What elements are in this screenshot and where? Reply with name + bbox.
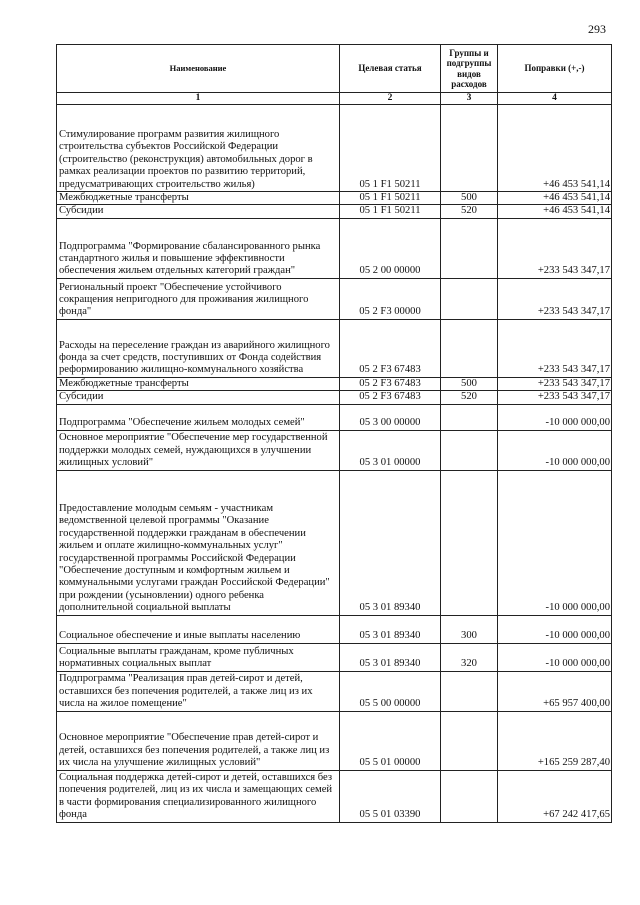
table-row bbox=[57, 278, 612, 319]
row-code: 05 1 F1 50211 bbox=[340, 192, 441, 205]
row-code: 05 1 F1 50211 bbox=[340, 105, 441, 192]
column-number: 1 bbox=[57, 93, 340, 105]
row-group: 520 bbox=[441, 391, 498, 404]
table-row bbox=[57, 643, 612, 671]
row-code: 05 2 F3 67483 bbox=[340, 319, 441, 377]
row-code: 05 3 01 89340 bbox=[340, 643, 441, 671]
row-amount: -10 000 000,00 bbox=[498, 430, 612, 470]
row-group bbox=[441, 430, 498, 470]
row-group: 520 bbox=[441, 205, 498, 218]
row-code: 05 2 F3 67483 bbox=[340, 377, 441, 390]
table-row bbox=[57, 377, 612, 390]
row-group bbox=[441, 278, 498, 319]
row-group bbox=[441, 404, 498, 430]
table-row bbox=[57, 192, 612, 205]
row-code: 05 5 00 00000 bbox=[340, 671, 441, 711]
row-code: 05 2 F3 00000 bbox=[340, 278, 441, 319]
row-amount: +46 453 541,14 bbox=[498, 192, 612, 205]
row-name: Межбюджетные трансферты bbox=[57, 192, 340, 205]
row-amount: +233 543 347,17 bbox=[498, 377, 612, 390]
row-code: 05 1 F1 50211 bbox=[340, 205, 441, 218]
row-group bbox=[441, 671, 498, 711]
header-row bbox=[57, 45, 612, 93]
row-name: Предоставление молодым семьям - участникам ведомственной целевой программы "Оказание государственной поддержки гражданам в обеспечении жильем и оплате жилищно-коммунальных услуг" государственной программы Российской Федерации "Обеспечение доступным и комфортным жильем и коммунальными услугами граждан Российской Федерации" при рождении (усыновлении) одного ребенка дополнительной социальной выплаты bbox=[57, 470, 340, 615]
row-amount: +233 543 347,17 bbox=[498, 218, 612, 278]
row-name: Подпрограмма "Реализация прав детей-сирот и детей, оставшихся без попечения родителей, а также лиц из их числа на жилое помещение" bbox=[57, 671, 340, 711]
row-group bbox=[441, 770, 498, 822]
row-name: Региональный проект "Обеспечение устойчивого сокращения непригодного для проживания жилищного фонда" bbox=[57, 278, 340, 319]
row-code: 05 2 F3 67483 bbox=[340, 391, 441, 404]
table-row bbox=[57, 404, 612, 430]
budget-table bbox=[56, 44, 612, 823]
column-number: 4 bbox=[498, 93, 612, 105]
row-group bbox=[441, 105, 498, 192]
row-amount: +46 453 541,14 bbox=[498, 105, 612, 192]
table-row bbox=[57, 671, 612, 711]
row-code: 05 5 01 03390 bbox=[340, 770, 441, 822]
table-row bbox=[57, 430, 612, 470]
row-code: 05 2 00 00000 bbox=[340, 218, 441, 278]
table-row bbox=[57, 205, 612, 218]
row-group bbox=[441, 711, 498, 770]
column-number: 2 bbox=[340, 93, 441, 105]
row-name: Социальное обеспечение и иные выплаты населению bbox=[57, 615, 340, 643]
table-row bbox=[57, 615, 612, 643]
table-row bbox=[57, 319, 612, 377]
table-row bbox=[57, 711, 612, 770]
row-name: Социальные выплаты гражданам, кроме публичных нормативных социальных выплат bbox=[57, 643, 340, 671]
row-amount: +233 543 347,17 bbox=[498, 391, 612, 404]
row-code: 05 3 00 00000 bbox=[340, 404, 441, 430]
row-amount: -10 000 000,00 bbox=[498, 404, 612, 430]
row-name: Стимулирование программ развития жилищного строительства субъектов Российской Федерации (строительство (реконструкция) автомобильных дорог в рамках реализации проектов по развитию территорий, предусматривающих строительство жилья) bbox=[57, 105, 340, 192]
row-amount: +67 242 417,65 bbox=[498, 770, 612, 822]
header-name: Наименование bbox=[57, 45, 340, 93]
table-row bbox=[57, 218, 612, 278]
row-group bbox=[441, 470, 498, 615]
table-row bbox=[57, 770, 612, 822]
row-name: Основное мероприятие "Обеспечение прав детей-сирот и детей, оставшихся без попечения родителей, а также лиц из их числа на улучшение жилищных условий" bbox=[57, 711, 340, 770]
row-name: Субсидии bbox=[57, 205, 340, 218]
row-name: Подпрограмма "Обеспечение жильем молодых семей" bbox=[57, 404, 340, 430]
header-amendment: Поправки (+,-) bbox=[498, 45, 612, 93]
row-name: Подпрограмма "Формирование сбалансированного рынка стандартного жилья и повышение эффективности обеспечения жильем отдельных категорий граждан" bbox=[57, 218, 340, 278]
row-code: 05 3 01 00000 bbox=[340, 430, 441, 470]
row-name: Расходы на переселение граждан из аварийного жилищного фонда за счет средств, поступивших от Фонда содействия реформированию жилищно-коммунального хозяйства bbox=[57, 319, 340, 377]
header-target: Целевая статья bbox=[340, 45, 441, 93]
row-group: 500 bbox=[441, 192, 498, 205]
row-amount: +65 957 400,00 bbox=[498, 671, 612, 711]
header-group: Группы и подгруппы видов расходов bbox=[441, 45, 498, 93]
table-row bbox=[57, 391, 612, 404]
table-row bbox=[57, 105, 612, 192]
row-amount: -10 000 000,00 bbox=[498, 643, 612, 671]
column-number: 3 bbox=[441, 93, 498, 105]
row-amount: +165 259 287,40 bbox=[498, 711, 612, 770]
row-amount: +233 543 347,17 bbox=[498, 319, 612, 377]
row-name: Межбюджетные трансферты bbox=[57, 377, 340, 390]
row-group: 300 bbox=[441, 615, 498, 643]
row-amount: -10 000 000,00 bbox=[498, 470, 612, 615]
row-group bbox=[441, 218, 498, 278]
row-code: 05 5 01 00000 bbox=[340, 711, 441, 770]
page-number: 293 bbox=[588, 22, 606, 36]
row-code: 05 3 01 89340 bbox=[340, 470, 441, 615]
row-name: Субсидии bbox=[57, 391, 340, 404]
row-group: 500 bbox=[441, 377, 498, 390]
table-row bbox=[57, 470, 612, 615]
row-name: Социальная поддержка детей-сирот и детей, оставшихся без попечения родителей, лиц из их числа и замещающих семей в части формирования специализированного жилищного фонда bbox=[57, 770, 340, 822]
row-amount: +233 543 347,17 bbox=[498, 278, 612, 319]
row-amount: +46 453 541,14 bbox=[498, 205, 612, 218]
row-group: 320 bbox=[441, 643, 498, 671]
column-number-row bbox=[57, 93, 612, 105]
row-code: 05 3 01 89340 bbox=[340, 615, 441, 643]
row-amount: -10 000 000,00 bbox=[498, 615, 612, 643]
row-group bbox=[441, 319, 498, 377]
row-name: Основное мероприятие "Обеспечение мер государственной поддержки молодых семей, нуждающихся в улучшении жилищных условий" bbox=[57, 430, 340, 470]
